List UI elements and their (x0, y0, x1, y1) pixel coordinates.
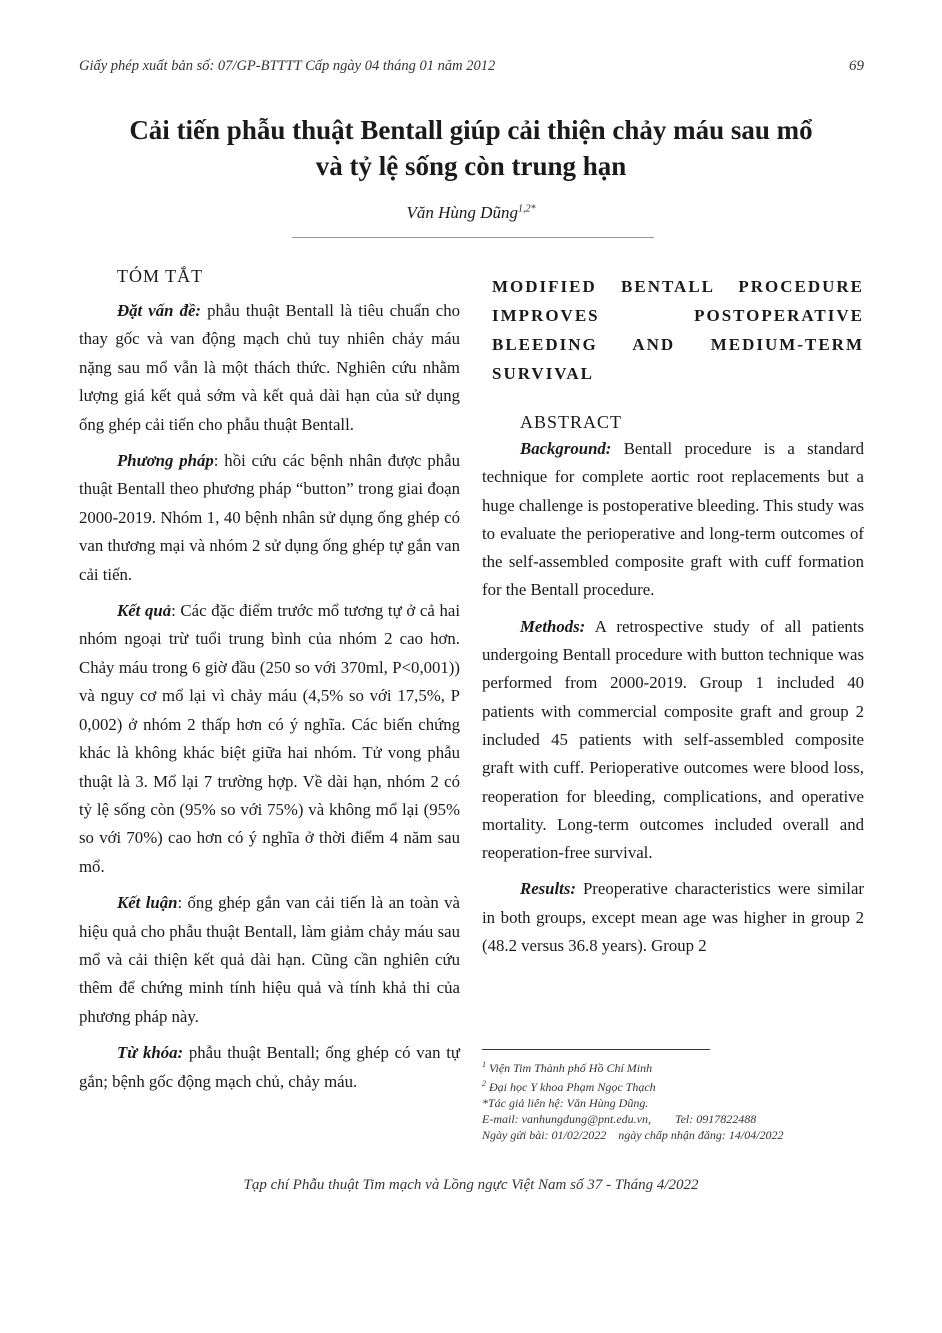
title-line-2: và tỷ lệ sống còn trung hạn (315, 151, 627, 181)
footnotes (482, 1057, 864, 1143)
footnote-divider (482, 1049, 710, 1050)
english-abstract (482, 272, 864, 968)
title-line-1: Cải tiến phẫu thuật Bentall giúp cải thiện chảy máu sau mổ (129, 115, 813, 145)
vi-keywords: Từ khóa: phẫu thuật Bentall; ống ghép có van tự gắn; bệnh gốc động mạch chủ, chảy máu. (79, 1043, 460, 1091)
article-title (70, 112, 872, 184)
footnote-1: $^1$ Viện Tim Thành phố Hồ Chí Minh (482, 1060, 653, 1075)
page-number: 69 (849, 58, 864, 74)
vi-conclusion: Kết luận: ống ghép gắn van cải tiến là an toàn và hiệu quả cho phẫu thuật Bentall, làm giảm chảy máu sau mổ và cải thiện kết quả dài hạn. Cũng cần nghiên cứu thêm để chứng minh tính hiệu quả và tính khả thi của phương pháp này. (79, 893, 460, 1026)
english-title: MODIFIED BENTALL PROCEDURE IMPROVES POSTOPERATIVE BLEEDING AND MEDIUM-TERM SURVIVAL (492, 277, 864, 383)
vi-abstract-heading: TÓM TẮT (117, 266, 204, 286)
vi-results: Kết quả: Các đặc điểm trước mổ tương tự ở cả hai nhóm ngoại trừ tuổi trung bình của nhóm 2 cao hơn. Chảy máu trong 6 giờ đầu (250 so với 370ml, P<0,001)) và nguy cơ mổ lại vì chảy máu (4,5% so với 17,5%, P 0,002) ở nhóm 2 thấp hơn có ý nghĩa. Các biến chứng khác là không khác biệt giữa hai nhóm. Tử vong phẫu thuật là 3. Mổ lại 7 trường hợp. Về dài hạn, nhóm 2 có tỷ lệ sống còn (95% so với 75%) và không mổ lại (95% so với 70%) cao hơn có ý nghĩa ở thời điểm 4 năm sau mổ. (79, 601, 460, 876)
en-background: Background: Bentall procedure is a standard technique for complete aortic root replacements but a huge challenge is postoperative bleeding. This study was to evaluate the perioperative and long-term outcomes of the self-assembled composite graft with cuff formation for the Bentall procedure. (482, 439, 864, 600)
running-header: Giấy phép xuất bản số: 07/GP-BTTTT Cấp ngày 04 tháng 01 năm 2012 (79, 58, 496, 74)
author-name: Văn Hùng Dũng (406, 203, 518, 222)
en-methods: Methods: A retrospective study of all patients undergoing Bentall procedure with button technique was performed from 2000-2019. Group 1 included 40 patients with commercial composite graft and group 2 included 45 patients with self-assembled composite graft with cuff. Perioperative outcomes were blood loss, reoperation for bleeding, complications, and operative mortality. Long-term outcomes included overall and reoperation-free survival. (482, 616, 864, 863)
contact-info: E-mail: vanhungdung@pnt.edu.vn, Tel: 0917822488 (482, 1112, 757, 1126)
en-abstract-heading: ABSTRACT (520, 412, 623, 432)
title-divider (292, 237, 654, 238)
submission-dates: Ngày gửi bài: 01/02/2022 ngày chấp nhận đăng: 14/04/2022 (482, 1128, 784, 1142)
author-affiliation: 1,2* (517, 203, 536, 215)
footnote-2: $^2$ Đại học Y khoa Phạm Ngọc Thạch (482, 1079, 656, 1094)
corresponding-author: *Tác giả liên hệ: Văn Hùng Dũng. (482, 1096, 649, 1110)
author-line (290, 203, 652, 223)
vi-background: Đặt vấn đề: phẫu thuật Bentall là tiêu chuẩn cho thay gốc và van động mạch chủ tuy nhiên chảy máu nặng sau mổ vẫn là một thách thức. Nghiên cứu nhằm lượng giá kết quả sớm và kết quả dài hạn của sử dụng ống ghép cải tiến cho phẫu thuật Bentall. (79, 301, 460, 434)
vi-methods: Phương pháp: hồi cứu các bệnh nhân được phẫu thuật Bentall theo phương pháp “button” trong giai đoạn 2000-2019. Nhóm 1, 40 bệnh nhân sử dụng ống ghép có van thương mại và nhóm 2 sử dụng ống ghép tự gắn van cải tiến. (79, 451, 460, 584)
journal-footer: Tạp chí Phẫu thuật Tim mạch và Lồng ngực Việt Nam số 37 - Tháng 4/2022 (243, 1177, 699, 1193)
en-results: Results: Preoperative characteristics were similar in both groups, except mean age was higher in group 2 (48.2 versus 36.8 years). Group 2 (482, 879, 864, 956)
vietnamese-abstract (79, 266, 460, 1104)
